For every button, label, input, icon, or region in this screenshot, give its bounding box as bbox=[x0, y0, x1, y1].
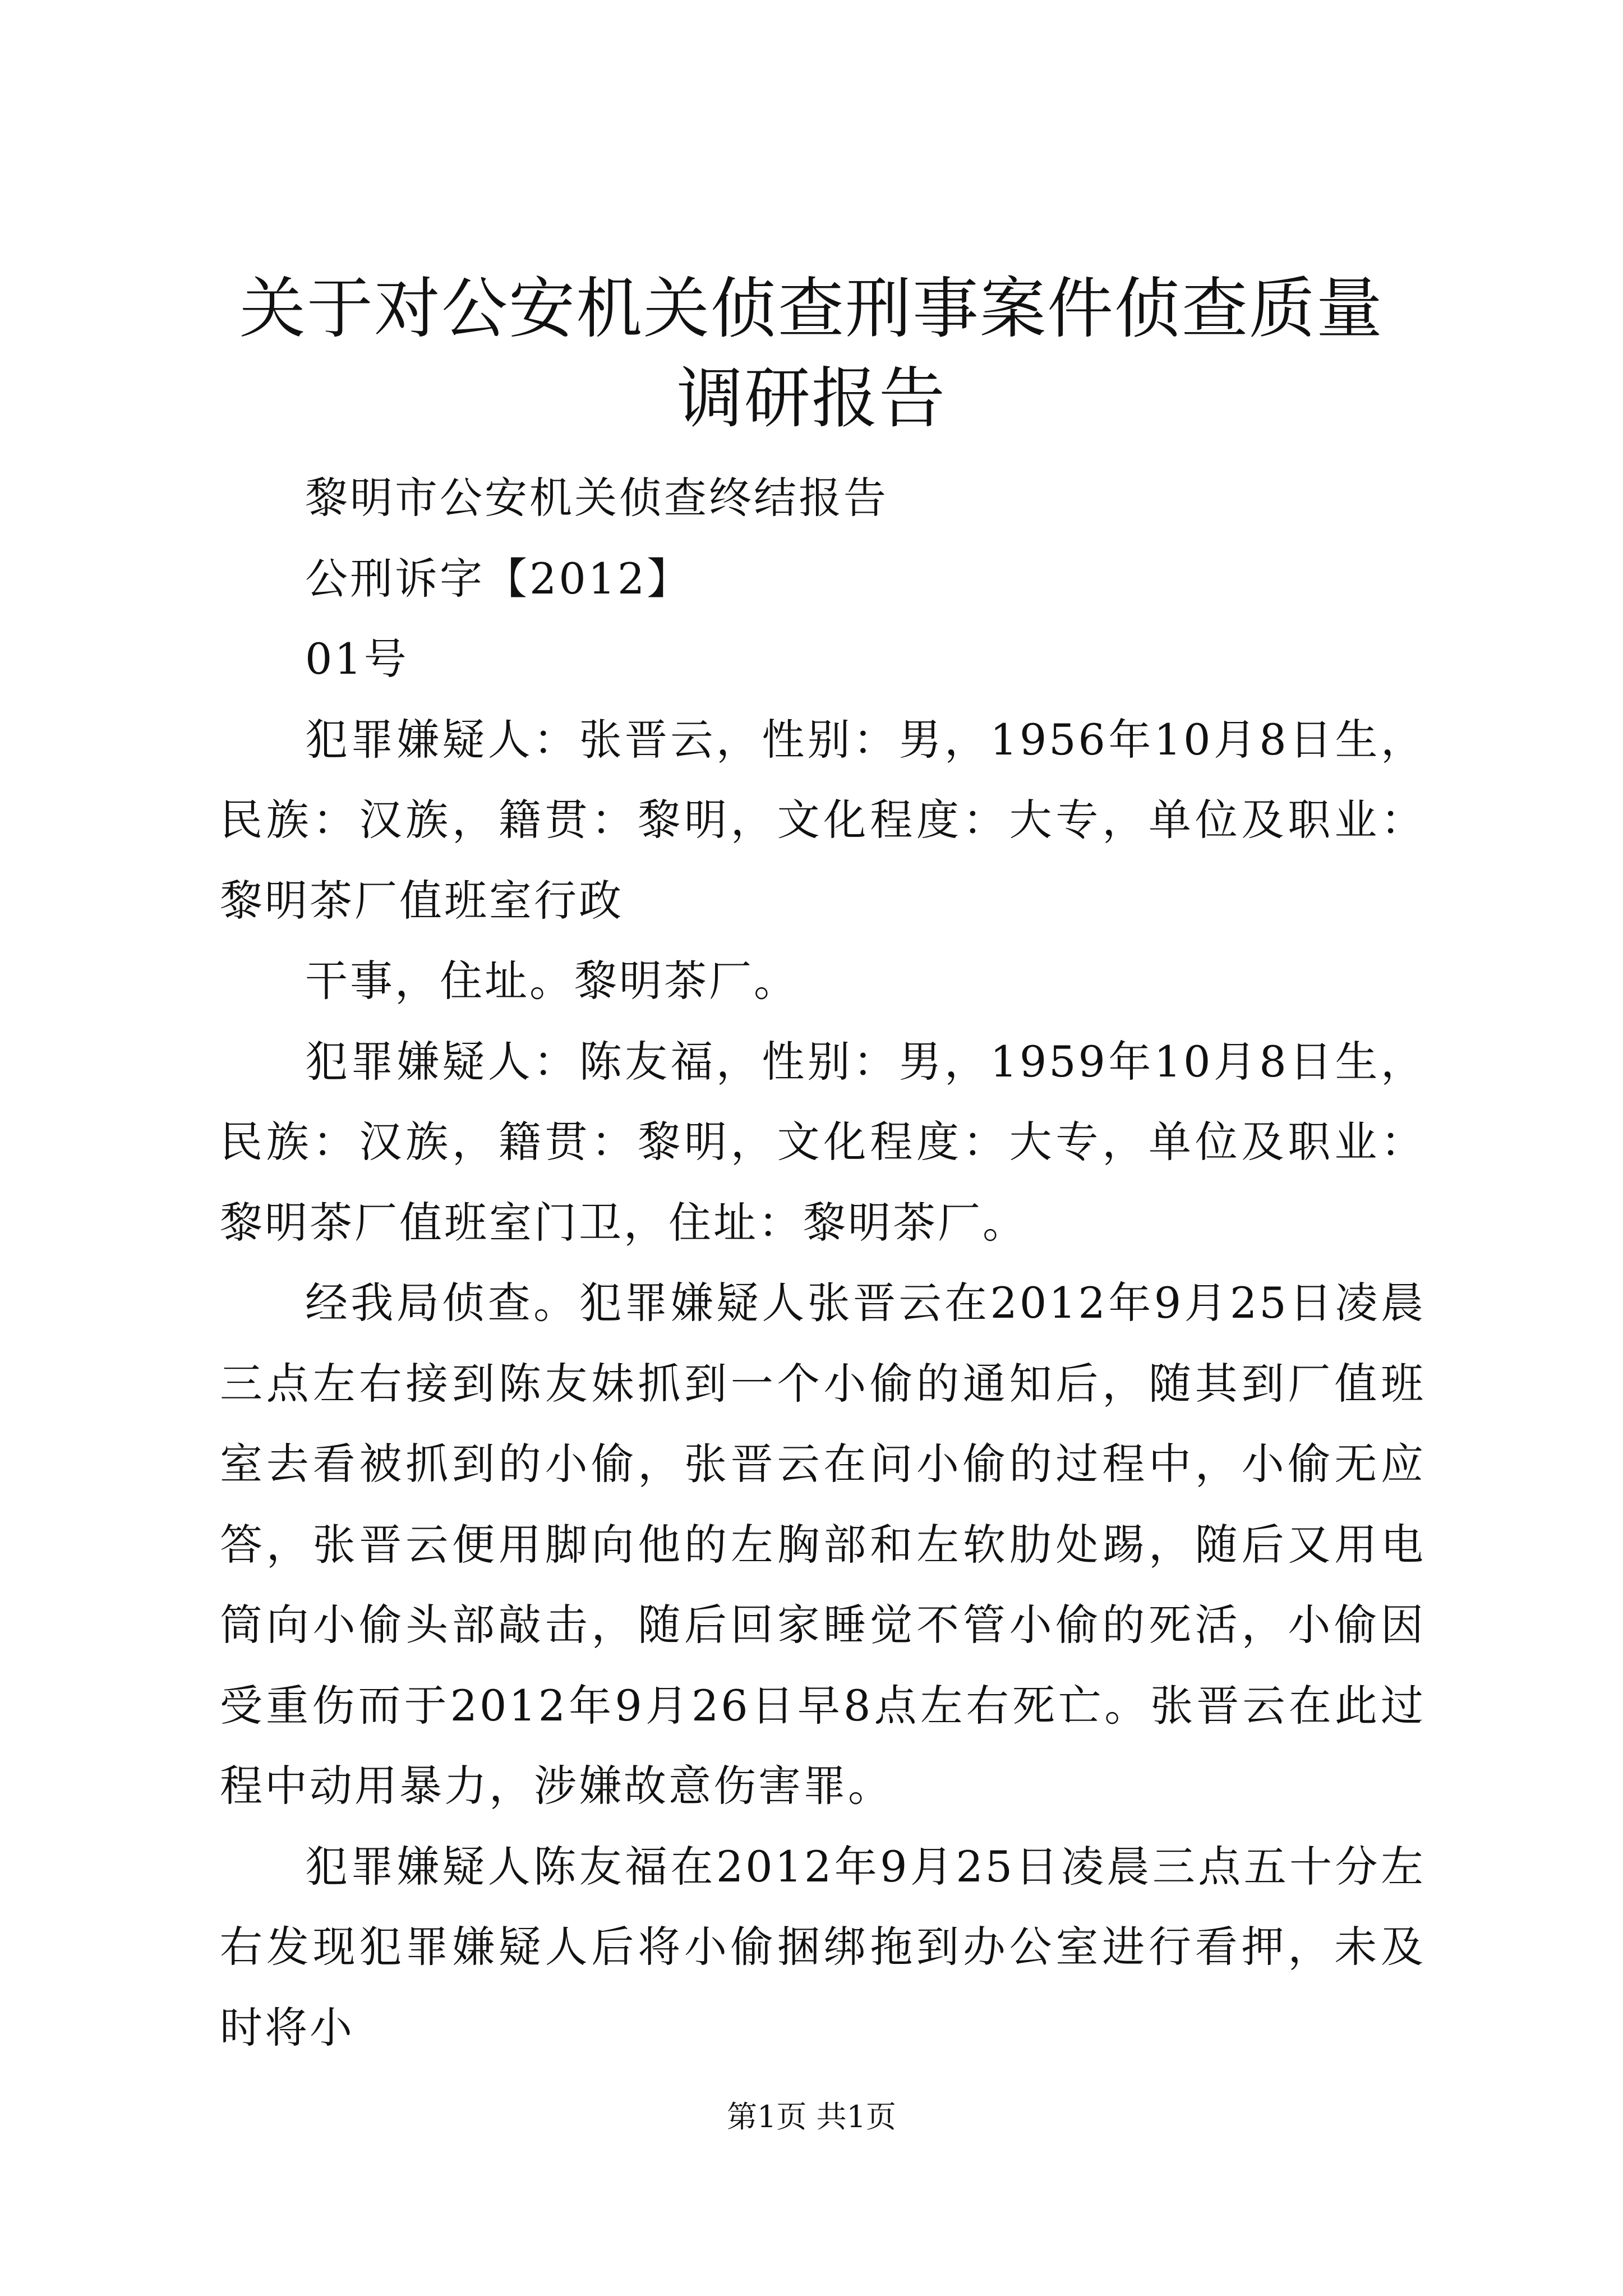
paragraph-suspect-2: 犯罪嫌疑人：陈友福，性别：男，1959年10月8日生，民族：汉族，籍贯：黎明，文化程度：大专，单位及职业：黎明茶厂值班室门卫，住址：黎明茶厂。 bbox=[220, 1036, 1426, 1248]
paragraph-suspect-1-address: 干事，住址。黎明茶厂。 bbox=[305, 956, 799, 1006]
page-footer: 第1页 共1页 bbox=[727, 2099, 896, 2134]
document-title: 关于对公安机关侦查刑事案件侦查质量调研报告 bbox=[239, 270, 1384, 437]
paragraph-case-suffix: 01号 bbox=[305, 634, 409, 684]
paragraph-investigation-1: 经我局侦查。犯罪嫌疑人张晋云在2012年9月25日凌晨三点左右接到陈友妹抓到一个小偷的通知后，随其到厂值班室去看被抓到的小偷，张晋云在问小偷的过程中，小偷无应答，张晋云便用脚向他的左胸部和左软肋处踢，随后又用电筒向小偷头部敲击，随后回家睡觉不管小偷的死活，小偷因受重伤而于2012年9月26日早8点左右死亡。张晋云在此过程中动用暴力，涉嫌故意伤害罪。 bbox=[220, 1278, 1426, 1811]
paragraph-suspect-1: 犯罪嫌疑人：张晋云，性别：男，1956年10月8日生，民族：汉族，籍贯：黎明，文化程度：大专，单位及职业：黎明茶厂值班室行政 bbox=[220, 714, 1426, 926]
paragraph-report-heading: 黎明市公安机关侦查终结报告 bbox=[305, 473, 888, 523]
paragraph-investigation-2: 犯罪嫌疑人陈友福在2012年9月25日凌晨三点五十分左右发现犯罪嫌疑人后将小偷捆绑拖到办公室进行看押，未及时将小 bbox=[220, 1841, 1426, 2053]
document-body bbox=[220, 458, 1426, 2068]
paragraph-case-number: 公刑诉字【2012】 bbox=[305, 553, 692, 604]
